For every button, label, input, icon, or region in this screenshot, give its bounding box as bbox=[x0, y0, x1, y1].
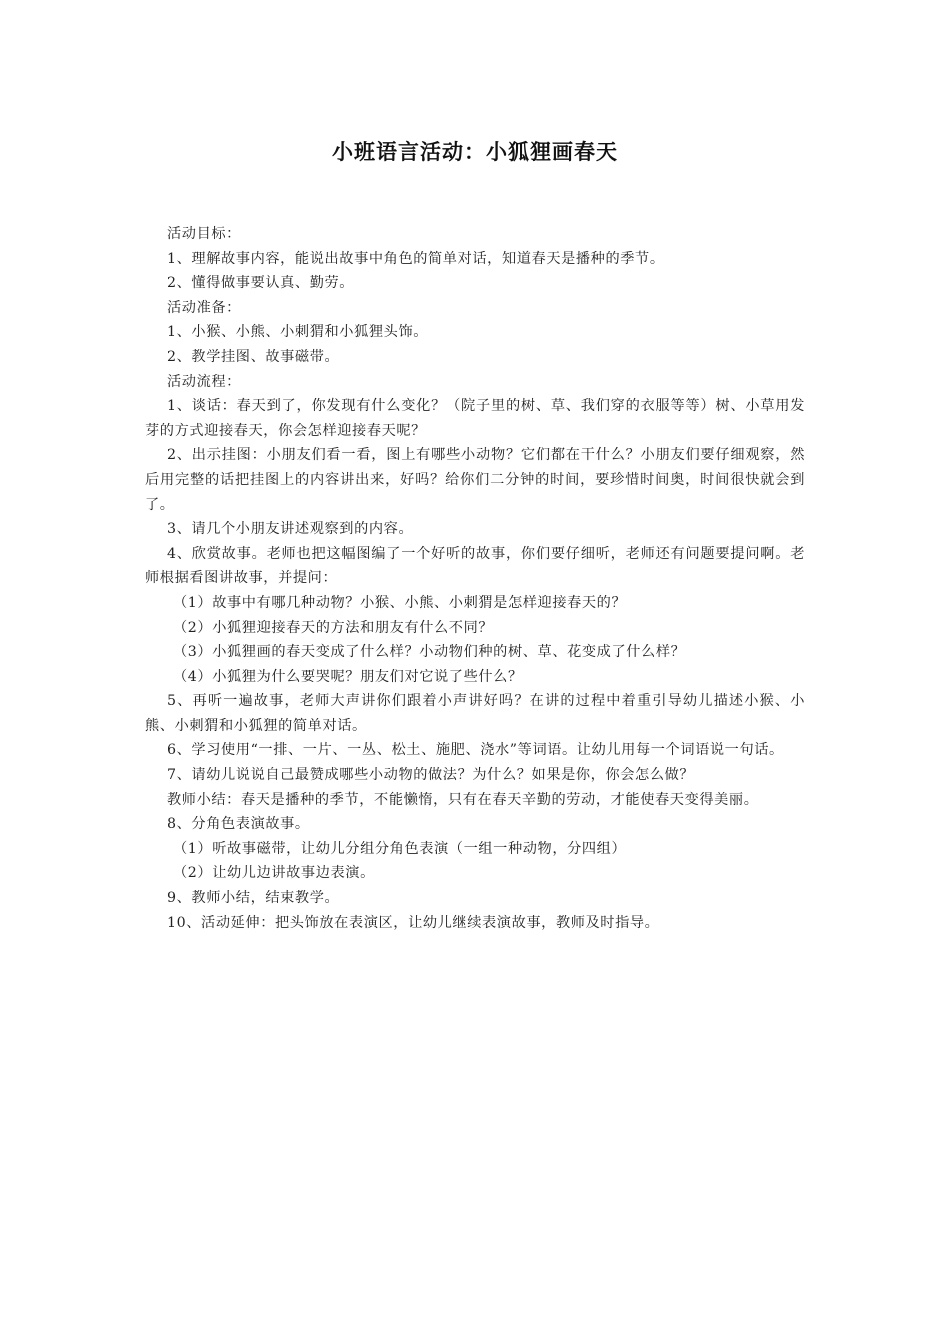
section-heading-goals: 活动目标： bbox=[167, 226, 241, 242]
process-step: 5、再听一遍故事，老师大声讲你们跟着小声讲好吗？在讲的过程中着重引导幼儿描述小猴、小熊、小刺猬和小狐狸的简单对话。 bbox=[145, 693, 805, 734]
question-item: （4）小狐狸为什么要哭呢？朋友们对它说了些什么？ bbox=[173, 668, 523, 685]
process-step: 6、学习使用“一排、一片、一丛、松土、施肥、浇水”等词语。让幼儿用每一个词语说一句话。 bbox=[167, 742, 784, 759]
preparation-item: 1、小猴、小熊、小刺猬和小狐狸头饰。 bbox=[167, 324, 429, 341]
goal-item: 1、理解故事内容，能说出故事中角色的简单对话，知道春天是播种的季节。 bbox=[167, 250, 665, 267]
process-step: 2、出示挂图：小朋友们看一看，图上有哪些小动物？它们都在干什么？小朋友们要仔细观察，然后用完整的话把挂图上的内容讲出来，好吗？给你们二分钟的时间，要珍惜时间奥，时间很快就会到了。 bbox=[145, 447, 805, 513]
document-title: 小班语言活动：小狐狸画春天 bbox=[332, 140, 618, 164]
teacher-summary: 教师小结：春天是播种的季节，不能懒惰，只有在春天辛勤的劳动，才能使春天变得美丽。 bbox=[167, 791, 759, 808]
process-step: 4、欣赏故事。老师也把这幅图编了一个好听的故事，你们要仔细听，老师还有问题要提问啊。老师根据看图讲故事，并提问： bbox=[145, 545, 805, 587]
preparation-item: 2、教学挂图、故事磁带。 bbox=[167, 348, 340, 365]
performance-item: （2）让幼儿边讲故事边表演。 bbox=[173, 865, 375, 882]
question-item: （2）小狐狸迎接春天的方法和朋友有什么不同？ bbox=[173, 619, 494, 636]
question-item: （1）故事中有哪几种动物？小猴、小熊、小刺猬是怎样迎接春天的？ bbox=[173, 594, 627, 611]
document-body bbox=[145, 222, 805, 935]
process-step: 7、请幼儿说说自己最赞成哪些小动物的做法？为什么？如果是你，你会怎么做？ bbox=[167, 767, 695, 784]
process-step: 3、请几个小朋友讲述观察到的内容。 bbox=[167, 521, 414, 538]
section-heading-preparation: 活动准备： bbox=[167, 299, 241, 316]
process-step: 10、活动延伸：把头饰放在表演区，让幼儿继续表演故事，教师及时指导。 bbox=[167, 914, 660, 931]
question-item: （3）小狐狸画的春天变成了什么样？小动物们种的树、草、花变成了什么样？ bbox=[173, 644, 686, 661]
process-step: 9、教师小结，结束教学。 bbox=[167, 890, 340, 907]
section-heading-process: 活动流程： bbox=[167, 373, 241, 390]
process-step: 8、分角色表演故事。 bbox=[167, 816, 310, 833]
process-step: 1、谈话：春天到了，你发现有什么变化？（院子里的树、草、我们穿的衣服等等）树、小草用发芽的方式迎接春天，你会怎样迎接春天呢？ bbox=[145, 398, 805, 439]
performance-item: （1）听故事磁带，让幼儿分组分角色表演（一组一种动物，分四组） bbox=[173, 840, 627, 857]
goal-item: 2、懂得做事要认真、勤劳。 bbox=[167, 275, 355, 292]
